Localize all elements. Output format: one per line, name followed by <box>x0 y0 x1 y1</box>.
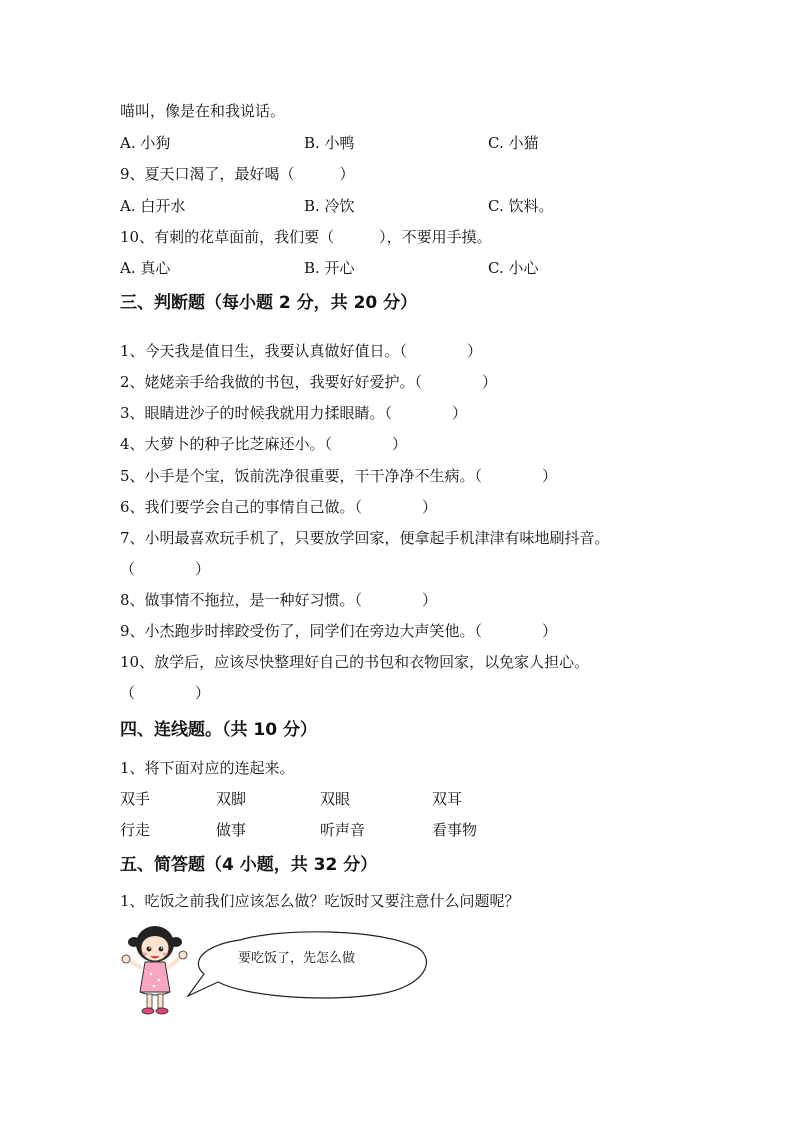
section5-heading: 五、简答题（4 小题，共 32 分） <box>120 855 378 875</box>
judge-item-6: 6、我们要学会自己的事情自己做。（ ） <box>120 498 438 516</box>
short-answer-q1: 1、吃饭之前我们应该怎么做？吃饭时又要注意什么问题呢？ <box>120 892 520 910</box>
judge-item-5: 5、小手是个宝，饭前洗净很重要，干干净净不生病。（ ） <box>120 467 558 485</box>
matching-instruction: 1、将下面对应的连起来。 <box>120 759 295 777</box>
q10-option-c: C. 小心 <box>488 259 539 277</box>
judge-item-10: 10、放学后，应该尽快整理好自己的书包和衣物回家，以免家人担心。 <box>120 653 590 671</box>
q9-option-c: C. 饮料。 <box>488 197 554 215</box>
q10-text: 10、有刺的花草面前，我们要（ ），不要用手摸。 <box>120 228 492 246</box>
q9-option-b: B. 冷饮 <box>304 197 355 215</box>
q10-option-a: A. 真心 <box>120 259 171 277</box>
q8-option-b: B. 小鸭 <box>304 134 355 152</box>
match-bottom-3[interactable]: 听声音 <box>320 821 366 839</box>
match-top-1[interactable]: 双手 <box>120 790 151 808</box>
judge-item-7: 7、小明最喜欢玩手机了，只要放学回家，便拿起手机津津有味地刷抖音。 <box>120 529 610 547</box>
match-bottom-2[interactable]: 做事 <box>216 821 247 839</box>
judge-item-9: 9、小杰跑步时摔跤受伤了，同学们在旁边大声笑他。（ ） <box>120 622 558 640</box>
match-top-3[interactable]: 双眼 <box>320 790 351 808</box>
q8-option-c: C. 小猫 <box>488 134 539 152</box>
q8-continuation: 喵叫，像是在和我说话。 <box>120 102 286 120</box>
judge-item-2: 2、姥姥亲手给我做的书包，我要好好爱护。（ ） <box>120 373 498 391</box>
speech-bubble-text: 要吃饭了，先怎么做 <box>238 951 356 966</box>
match-top-2[interactable]: 双脚 <box>216 790 247 808</box>
match-top-4[interactable]: 双耳 <box>432 790 463 808</box>
section3-heading: 三、判断题（每小题 2 分，共 20 分） <box>120 293 418 313</box>
match-bottom-1[interactable]: 行走 <box>120 821 151 839</box>
judge-item-1: 1、今天我是值日生，我要认真做好值日。（ ） <box>120 342 483 360</box>
judge-item-8: 8、做事情不拖拉，是一种好习惯。（ ） <box>120 591 438 609</box>
match-bottom-4[interactable]: 看事物 <box>432 821 478 839</box>
q10-option-b: B. 开心 <box>304 259 355 277</box>
judge-item-4: 4、大萝卜的种子比芝麻还小。（ ） <box>120 435 408 453</box>
q8-option-a: A. 小狗 <box>120 134 171 152</box>
section4-heading: 四、连线题。（共 10 分） <box>120 720 317 740</box>
judge-item-3: 3、眼睛进沙子的时候我就用力揉眼睛。（ ） <box>120 404 468 422</box>
judge-item-7-blank: （ ） <box>120 560 211 578</box>
q9-option-a: A. 白开水 <box>120 197 186 215</box>
judge-item-10-blank: （ ） <box>120 684 211 702</box>
q9-text: 9、夏天口渴了，最好喝（ ） <box>120 165 355 183</box>
